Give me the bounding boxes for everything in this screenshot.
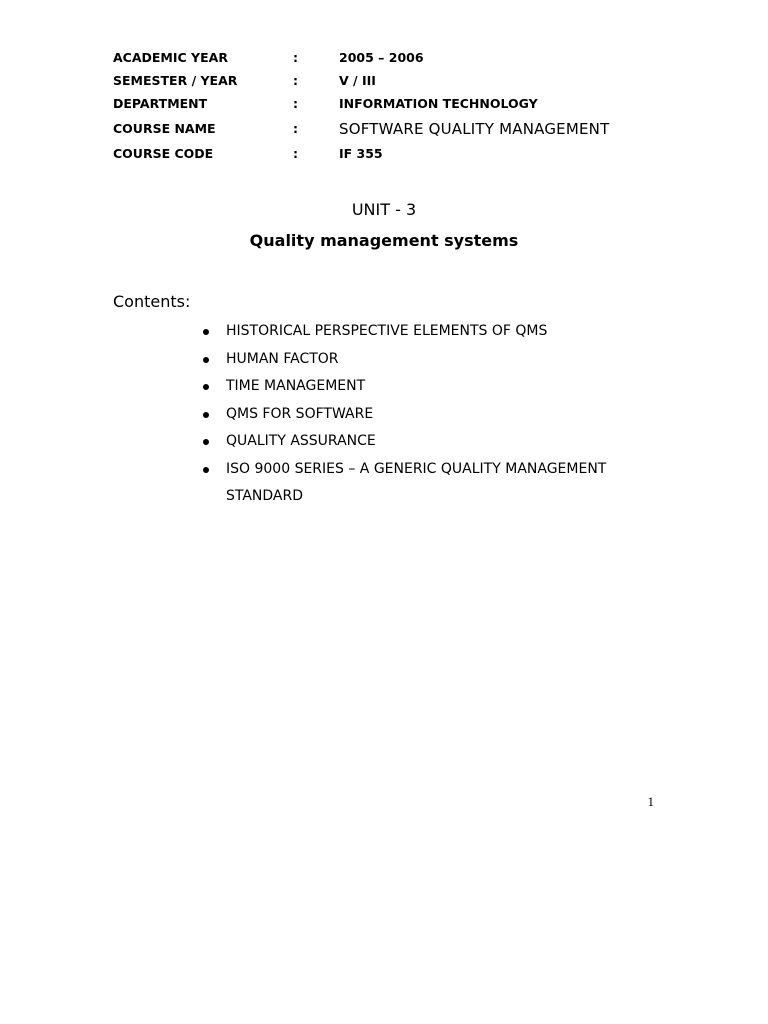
course-code-colon: : xyxy=(293,146,298,161)
course-code-row xyxy=(113,143,673,165)
bullet-icon xyxy=(203,357,209,363)
academic-year-colon: : xyxy=(293,50,298,65)
semester-year-value: V / III xyxy=(339,73,376,88)
course-name-value: SOFTWARE QUALITY MANAGEMENT xyxy=(339,120,610,138)
list-item xyxy=(200,401,680,429)
list-item xyxy=(200,318,680,346)
course-code-value: IF 355 xyxy=(339,146,383,161)
academic-year-value: 2005 – 2006 xyxy=(339,50,424,65)
department-label: DEPARTMENT xyxy=(113,96,208,111)
bullet-icon xyxy=(203,384,209,390)
semester-year-colon: : xyxy=(293,73,298,88)
document-title: Quality management systems xyxy=(249,231,519,250)
list-item-text: TIME MANAGEMENT xyxy=(226,378,366,394)
list-item-text: HUMAN FACTOR xyxy=(226,350,339,367)
department-value: INFORMATION TECHNOLOGY xyxy=(339,96,538,111)
department-row xyxy=(113,93,673,115)
unit-heading: UNIT - 3 xyxy=(351,200,417,219)
list-item xyxy=(200,373,680,401)
page-number: 1 xyxy=(647,794,654,809)
list-item xyxy=(200,428,680,456)
list-item-text: QUALITY ASSURANCE xyxy=(226,433,376,449)
list-item-text: HISTORICAL PERSPECTIVE ELEMENTS OF QMS xyxy=(226,323,548,339)
semester-year-row xyxy=(113,70,673,92)
course-name-row xyxy=(113,118,673,140)
semester-year-label: SEMESTER / YEAR xyxy=(113,73,238,88)
list-item xyxy=(200,346,680,374)
contents-list xyxy=(200,318,680,511)
list-item-text: QMS FOR SOFTWARE xyxy=(226,405,374,422)
course-name-label: COURSE NAME xyxy=(113,121,216,136)
list-item-text: ISO 9000 SERIES – A GENERIC QUALITY MANAGEMENT STANDARD xyxy=(226,460,607,504)
academic-year-row xyxy=(113,47,673,69)
department-colon: : xyxy=(293,96,298,111)
academic-year-label: ACADEMIC YEAR xyxy=(113,50,228,65)
bullet-icon xyxy=(203,329,209,335)
bullet-icon xyxy=(203,467,209,473)
contents-heading: Contents: xyxy=(113,292,191,311)
bullet-icon xyxy=(203,439,209,445)
course-name-colon: : xyxy=(293,121,298,136)
list-item xyxy=(200,456,680,511)
course-code-label: COURSE CODE xyxy=(113,146,214,161)
bullet-icon xyxy=(203,412,209,418)
